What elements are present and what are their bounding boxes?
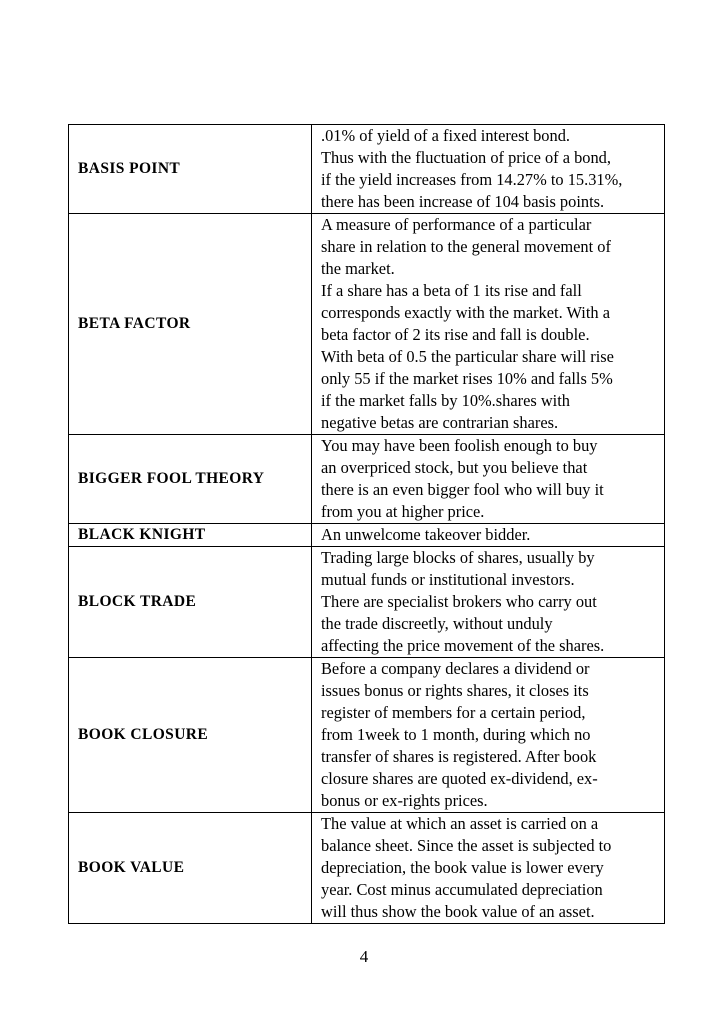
term-cell — [69, 524, 312, 547]
term-cell — [69, 813, 312, 924]
definition-line: With beta of 0.5 the particular share will rise — [321, 347, 614, 366]
term-cell — [69, 214, 312, 435]
glossary-table — [68, 124, 665, 924]
definition-line: from 1week to 1 month, during which no — [321, 725, 591, 744]
definition-line: only 55 if the market rises 10% and falls 5% — [321, 369, 613, 388]
definition-line: balance sheet. Since the asset is subjected to — [321, 836, 612, 855]
term-label: BOOK CLOSURE — [78, 726, 209, 743]
table-row — [69, 125, 665, 214]
definition-line: Trading large blocks of shares, usually by — [321, 548, 595, 567]
term-label: BIGGER FOOL THEORY — [78, 470, 265, 487]
definition-line: Thus with the fluctuation of price of a bond, — [321, 148, 611, 167]
term-cell — [69, 435, 312, 524]
definition-cell — [312, 547, 665, 658]
definition-cell — [312, 658, 665, 813]
term-cell — [69, 658, 312, 813]
definition-line: The value at which an asset is carried on a — [321, 814, 599, 833]
definition-line: register of members for a certain period, — [321, 703, 586, 722]
term-label: BETA FACTOR — [78, 315, 191, 332]
definition-cell — [312, 435, 665, 524]
definition-line: A measure of performance of a particular — [321, 215, 592, 234]
definition-cell — [312, 125, 665, 214]
definition-line: there has been increase of 104 basis points. — [321, 192, 605, 211]
definition-line: will thus show the book value of an asset. — [321, 902, 595, 921]
definition-cell — [312, 214, 665, 435]
definition-line: mutual funds or institutional investors. — [321, 570, 575, 589]
term-label: BOOK VALUE — [78, 859, 185, 876]
definition-line: An unwelcome takeover bidder. — [321, 525, 531, 544]
definition-cell — [312, 524, 665, 547]
definition-line: bonus or ex-rights prices. — [321, 791, 488, 810]
term-cell — [69, 125, 312, 214]
definition-line: negative betas are contrarian shares. — [321, 413, 559, 432]
definition-line: If a share has a beta of 1 its rise and fall — [321, 281, 582, 300]
definition-line: transfer of shares is registered. After book — [321, 747, 597, 766]
term-label: BLOCK TRADE — [78, 593, 197, 610]
definition-line: closure shares are quoted ex-dividend, ex- — [321, 769, 598, 788]
table-row — [69, 813, 665, 924]
table-row — [69, 524, 665, 547]
term-cell — [69, 547, 312, 658]
definition-line: the trade discreetly, without unduly — [321, 614, 553, 633]
definition-line: issues bonus or rights shares, it closes its — [321, 681, 589, 700]
definition-line: if the market falls by 10%.shares with — [321, 391, 570, 410]
definition-line: Before a company declares a dividend or — [321, 659, 590, 678]
definition-line: .01% of yield of a fixed interest bond. — [321, 126, 570, 145]
definition-line: beta factor of 2 its rise and fall is double. — [321, 325, 590, 344]
definition-line: corresponds exactly with the market. With a — [321, 303, 610, 322]
definition-line: affecting the price movement of the shares. — [321, 636, 605, 655]
definition-line: There are specialist brokers who carry out — [321, 592, 597, 611]
definition-line: You may have been foolish enough to buy — [321, 436, 598, 455]
definition-line: share in relation to the general movement of — [321, 237, 611, 256]
definition-line: there is an even bigger fool who will buy it — [321, 480, 604, 499]
definition-line: depreciation, the book value is lower every — [321, 858, 604, 877]
definition-line: if the yield increases from 14.27% to 15.31%, — [321, 170, 623, 189]
definition-line: the market. — [321, 259, 395, 278]
table-row — [69, 214, 665, 435]
table-row — [69, 658, 665, 813]
table-row — [69, 435, 665, 524]
definition-line: an overpriced stock, but you believe that — [321, 458, 588, 477]
definition-cell — [312, 813, 665, 924]
definition-line: from you at higher price. — [321, 502, 485, 521]
term-label: BLACK KNIGHT — [78, 526, 206, 543]
term-label: BASIS POINT — [78, 160, 181, 177]
page-number: 4 — [359, 947, 369, 966]
definition-line: year. Cost minus accumulated depreciation — [321, 880, 603, 899]
table-row — [69, 547, 665, 658]
